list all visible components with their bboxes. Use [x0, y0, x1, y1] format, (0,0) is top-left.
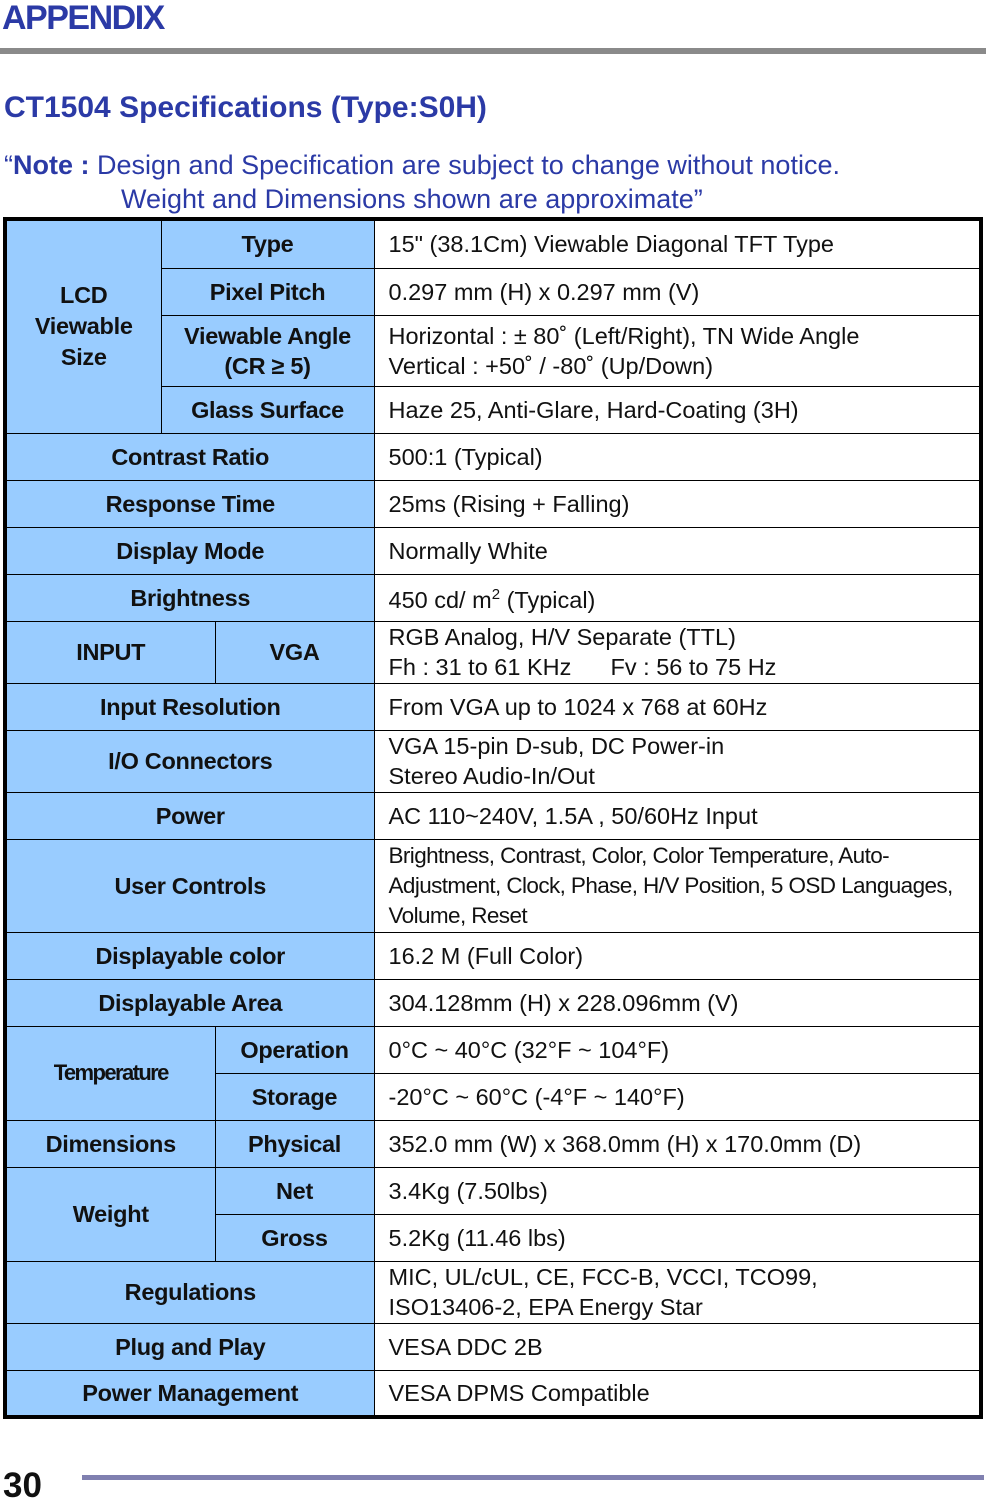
- displayable-area-label: Displayable Area: [5, 979, 374, 1026]
- table-row: [5, 839, 981, 932]
- physical-label: Physical: [215, 1120, 374, 1167]
- table-row: [5, 574, 981, 621]
- weight-label: Weight: [5, 1167, 215, 1261]
- viewing-angle-label-1: Viewable Angle: [184, 322, 351, 349]
- viewing-angle-label: [161, 315, 374, 386]
- table-row: [5, 1370, 981, 1417]
- vga-value: [374, 621, 981, 683]
- user-controls-label: User Controls: [5, 839, 374, 932]
- regulations-value-1: MIC, UL/cUL, CE, FCC-B, VCCI, TCO99,: [388, 1264, 818, 1290]
- viewing-angle-vertical: Vertical : +50˚ / -80˚ (Up/Down): [388, 352, 714, 379]
- operation-value: 0°C ~ 40°C (32°F ~ 104°F): [374, 1026, 981, 1073]
- top-divider: [0, 48, 986, 54]
- note-open-quote: “: [4, 150, 13, 180]
- table-row: [5, 219, 981, 268]
- physical-value: 352.0 mm (W) x 368.0mm (H) x 170.0mm (D): [374, 1120, 981, 1167]
- table-row: [5, 792, 981, 839]
- input-label: INPUT: [5, 621, 215, 683]
- user-controls-value: Brightness, Contrast, Color, Color Temperature, Auto-Adjustment, Clock, Phase, H/V Position, 5 OSD Languages, Volume, Reset: [374, 839, 981, 932]
- contrast-ratio-label: Contrast Ratio: [5, 433, 374, 480]
- storage-label: Storage: [215, 1073, 374, 1120]
- note-line-1: Design and Specification are subject to change without notice.: [89, 150, 840, 180]
- displayable-color-value: 16.2 M (Full Color): [374, 932, 981, 979]
- plug-and-play-label: Plug and Play: [5, 1323, 374, 1370]
- viewing-angle-value: [374, 315, 981, 386]
- storage-value: -20°C ~ 60°C (-4°F ~ 140°F): [374, 1073, 981, 1120]
- glass-surface-label: Glass Surface: [161, 386, 374, 433]
- viewing-angle-horizontal: Horizontal : ± 80˚ (Left/Right), TN Wide Angle: [388, 322, 860, 349]
- note-label: Note :: [13, 150, 90, 180]
- table-row: [5, 621, 981, 683]
- table-row: [5, 1120, 981, 1167]
- brightness-value-exponent: 2: [491, 586, 501, 604]
- brightness-value-main: 450 cd/ m: [388, 586, 492, 613]
- response-time-label: Response Time: [5, 480, 374, 527]
- net-label: Net: [215, 1167, 374, 1214]
- lcd-size-label: [5, 219, 161, 433]
- type-label: Type: [161, 219, 374, 268]
- vga-label: VGA: [215, 621, 374, 683]
- displayable-area-value: 304.128mm (H) x 228.096mm (V): [374, 979, 981, 1026]
- displayable-color-label: Displayable color: [5, 932, 374, 979]
- table-row: [5, 1323, 981, 1370]
- page-title: CT1504 Specifications (Type:S0H): [4, 91, 487, 124]
- io-connectors-value-1: VGA 15-pin D-sub, DC Power-in: [388, 733, 725, 759]
- spec-table: [3, 217, 983, 1419]
- regulations-value-2: ISO13406-2, EPA Energy Star: [388, 1294, 703, 1320]
- table-row: [5, 480, 981, 527]
- glass-surface-value: Haze 25, Anti-Glare, Hard-Coating (3H): [374, 386, 981, 433]
- power-label: Power: [5, 792, 374, 839]
- temperature-label: Temperature: [5, 1026, 215, 1120]
- brightness-value: [374, 574, 981, 621]
- table-row: [5, 1261, 981, 1323]
- contrast-ratio-value: 500:1 (Typical): [374, 433, 981, 480]
- gross-value: 5.2Kg (11.46 lbs): [374, 1214, 981, 1261]
- table-row: [5, 932, 981, 979]
- regulations-value: [374, 1261, 981, 1323]
- table-row: [5, 979, 981, 1026]
- type-value: 15" (38.1Cm) Viewable Diagonal TFT Type: [374, 219, 981, 268]
- table-row: [5, 527, 981, 574]
- net-value: 3.4Kg (7.50lbs): [374, 1167, 981, 1214]
- pixel-pitch-label: Pixel Pitch: [161, 268, 374, 315]
- vga-value-2: Fh : 31 to 61 KHz Fv : 56 to 75 Hz: [388, 654, 777, 680]
- input-resolution-label: Input Resolution: [5, 683, 374, 730]
- page-number: 30: [3, 1466, 42, 1505]
- table-row: [5, 1167, 981, 1214]
- lcd-size-label-text: LCD Viewable Size: [34, 282, 133, 371]
- io-connectors-value-2: Stereo Audio-In/Out: [388, 763, 595, 789]
- note-block: [4, 148, 840, 216]
- pixel-pitch-value: 0.297 mm (H) x 0.297 mm (V): [374, 268, 981, 315]
- note-line-2: Weight and Dimensions shown are approximate”: [121, 184, 703, 214]
- response-time-value: 25ms (Rising + Falling): [374, 480, 981, 527]
- power-management-value: VESA DPMS Compatible: [374, 1370, 981, 1417]
- io-connectors-value: [374, 730, 981, 792]
- bottom-divider: [82, 1475, 984, 1480]
- viewing-angle-label-2: (CR ≥ 5): [224, 352, 311, 379]
- section-header: APPENDIX: [2, 0, 164, 37]
- operation-label: Operation: [215, 1026, 374, 1073]
- display-mode-value: Normally White: [374, 527, 981, 574]
- io-connectors-label: I/O Connectors: [5, 730, 374, 792]
- plug-and-play-value: VESA DDC 2B: [374, 1323, 981, 1370]
- input-resolution-value: From VGA up to 1024 x 768 at 60Hz: [374, 683, 981, 730]
- power-value: AC 110~240V, 1.5A , 50/60Hz Input: [374, 792, 981, 839]
- table-row: [5, 1026, 981, 1073]
- display-mode-label: Display Mode: [5, 527, 374, 574]
- power-management-label: Power Management: [5, 1370, 374, 1417]
- vga-value-1: RGB Analog, H/V Separate (TTL): [388, 624, 736, 650]
- dimensions-label: Dimensions: [5, 1120, 215, 1167]
- regulations-label: Regulations: [5, 1261, 374, 1323]
- table-row: [5, 433, 981, 480]
- table-row: [5, 730, 981, 792]
- table-row: [5, 683, 981, 730]
- brightness-label: Brightness: [5, 574, 374, 621]
- gross-label: Gross: [215, 1214, 374, 1261]
- brightness-value-typical: (Typical): [500, 586, 596, 613]
